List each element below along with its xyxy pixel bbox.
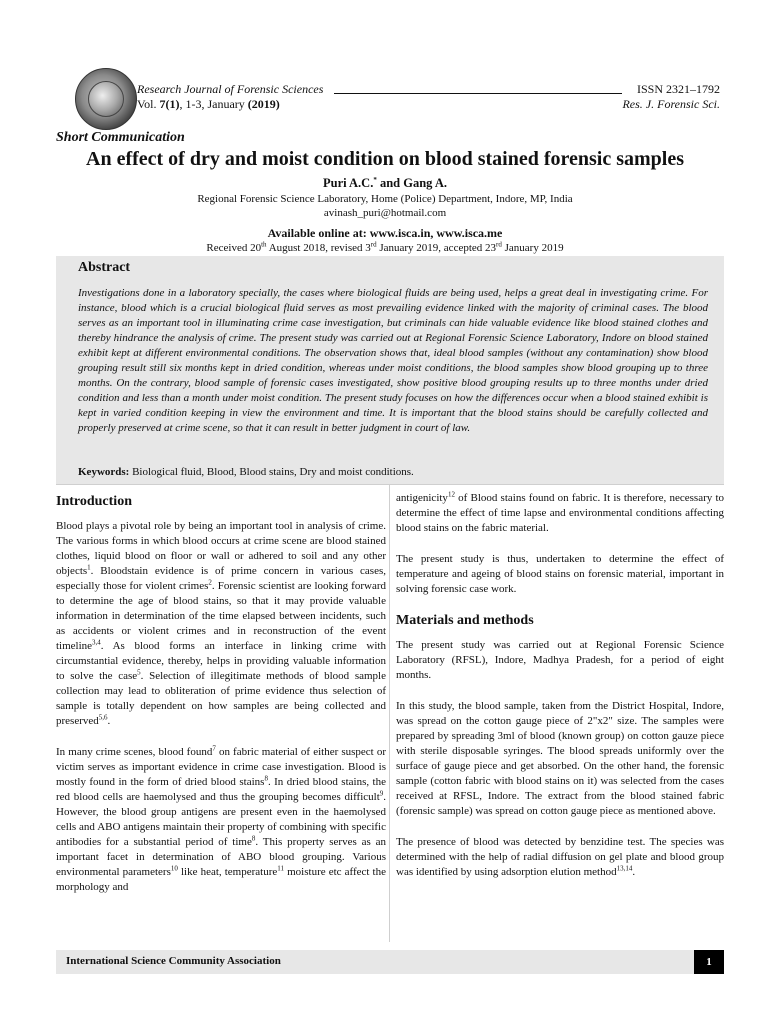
page-number: 1 [694, 950, 724, 974]
globe-icon [88, 81, 124, 117]
authors: Puri A.C.* and Gang A. [322, 175, 448, 190]
methods-paragraph-2: In this study, the blood sample, taken from the District Hospital, Indore, was spread on the cotton gauge piece of 2"x2" size. The samples were prepared by spreading 3ml of blood (known group) on cotton gauze piece with sterile disposable syringes. The blood spreads uniformly over the surface of gauge piece and get absorbed. On the other hand, the forensic sample (cotton fabric with blood stains on it) was selected from the cases received at RFSL, Indore. The extract from the blood stained fabric (forensic sample) was spread on cotton gauge piece as mentioned above. [396, 700, 724, 817]
methods-heading: Materials and methods [396, 613, 534, 628]
intro-paragraph-2: In many crime scenes, blood found$^7$ on fabric material of either suspect or victim serves as important evidence in crime case investigation. Blood is mostly found in the form of dried blood stains$^8$. In dried blood stains, the red blood cells are haemolysed and thus the grouping becomes difficult$^9$. However, the blood group antigens are present even in the haemolysed cells and ABO antigens maintain their property of combining with specific antibodies for a substantial period of time$^8$. This property serves as an important facet in determination of ABO blood grouping. Various environmental parameters$^{10}$ like heat, temperature$^{11}$ moisture etc affect the morphology and [56, 744, 386, 893]
affiliation: Regional Forensic Science Laboratory, Home (Police) Department, Indore, MP, India [197, 193, 573, 205]
journal-logo [75, 68, 137, 130]
keywords: Keywords: Biological fluid, Blood, Blood stains, Dry and moist conditions. [78, 466, 414, 478]
abstract-text: Investigations done in a laboratory specially, the cases where biological fluids are being used, helps a great deal in investigating crime. For instance, blood which is a crucial biological fluid serves as most prevailing evidence linked with the majority of criminal cases. The blood serves as an important tool in illuminating crime case investigation, but criminals can hide valuable evidence like blood stained clothes and thereby hindrance the analysis of crime. The present study was carried out at Regional Forensic Science Laboratory, Indore on blood stained exhibit kept at different environmental conditions. The observation shows that, ideal blood samples (without any contamination) show blood grouping result still six months kept in dried condition, whereas under moist conditions, the blood samples show blood grouping up to three months. On the contrary, blood sample of forensic cases investigated, show positive blood grouping results up to three months under dried condition and less than a month under moist condition. The present study focuses on how the differences occur when a blood stained exhibit is kept in varied condition keeping in view the environment and time. It is important that the blood stains should be carefully collected and properly preserved at crime scene, so that it can result in better judgment in court of law. [78, 287, 708, 434]
abstract-heading: Abstract [78, 260, 131, 275]
received-dates: Received 20th August 2018, revised 3rd January 2019, accepted 23rd January 2019 [206, 240, 564, 254]
volume-line: Vol. 7(1), 1-3, January (2019) [137, 97, 280, 111]
author-email: avinash_puri@hotmail.com [323, 207, 447, 219]
available-online: Available online at: www.isca.in, www.isca.me [267, 226, 503, 240]
journal-abbrev: Res. J. Forensic Sci. [622, 97, 720, 111]
footer-organization: International Science Community Association [66, 955, 281, 967]
methods-paragraph-3: The presence of blood was detected by benzidine test. The species was determined with the help of radial diffusion on gel plate and blood group was identified by using adsorption elution method$^{13,14}$. [396, 836, 724, 878]
journal-header-left [137, 82, 323, 112]
header-rule [334, 93, 622, 94]
article-type: Short Communication [56, 130, 185, 145]
article-title: An effect of dry and moist condition on blood stained forensic samples [86, 148, 684, 170]
journal-header-right [622, 82, 720, 112]
left-column [56, 494, 386, 911]
column-divider [389, 484, 390, 942]
intro-paragraph-1: Blood plays a pivotal role by being an important tool in analysis of crime. The various forms in which blood occurs at crime scene are blood stained clothes, liquid blood on floor or wall or adhered to soil and any other objects$^1$. Bloodstain evidence is of prime concern in various cases, especially those for violent crimes$^2$. Forensic scientist are looking forward to determine the age of blood stains, so that it may provide valuable information in determination of the time elapsed between incidents, such as accidents or violent crimes and in reconstruction of the event timeline$^{3,4}$. As blood forms an interface in linking crime with circumstantial evidence, thereby, helps in providing valuable information to solve the case$^5$. Selection of illegitimate methods of blood sample collection may lead to obliteration of prime evidence thus selection of sample is totally dependent on how samples are being collected and preserved$^{5,6}$. [56, 520, 386, 727]
section-divider [56, 484, 724, 485]
methods-paragraph-1: The present study was carried out at Regional Forensic Science Laboratory (RFSL), Indore, Madhya Pradesh, for a period of eight months. [396, 639, 724, 681]
journal-name: Research Journal of Forensic Sciences [137, 82, 324, 96]
right-column [396, 491, 724, 896]
issn: ISSN 2321–1792 [636, 82, 720, 96]
introduction-heading: Introduction [56, 494, 132, 509]
intro-paragraph-3: antigenicity$^{12}$ of Blood stains found on fabric. It is therefore, necessary to determine the effect of time lapse and environmental conditions affecting blood stains on the fabric material. [396, 490, 724, 534]
intro-paragraph-4: The present study is thus, undertaken to determine the effect of temperature and ageing of blood stains on forensic material, important in solving forensic case work. [396, 553, 724, 595]
